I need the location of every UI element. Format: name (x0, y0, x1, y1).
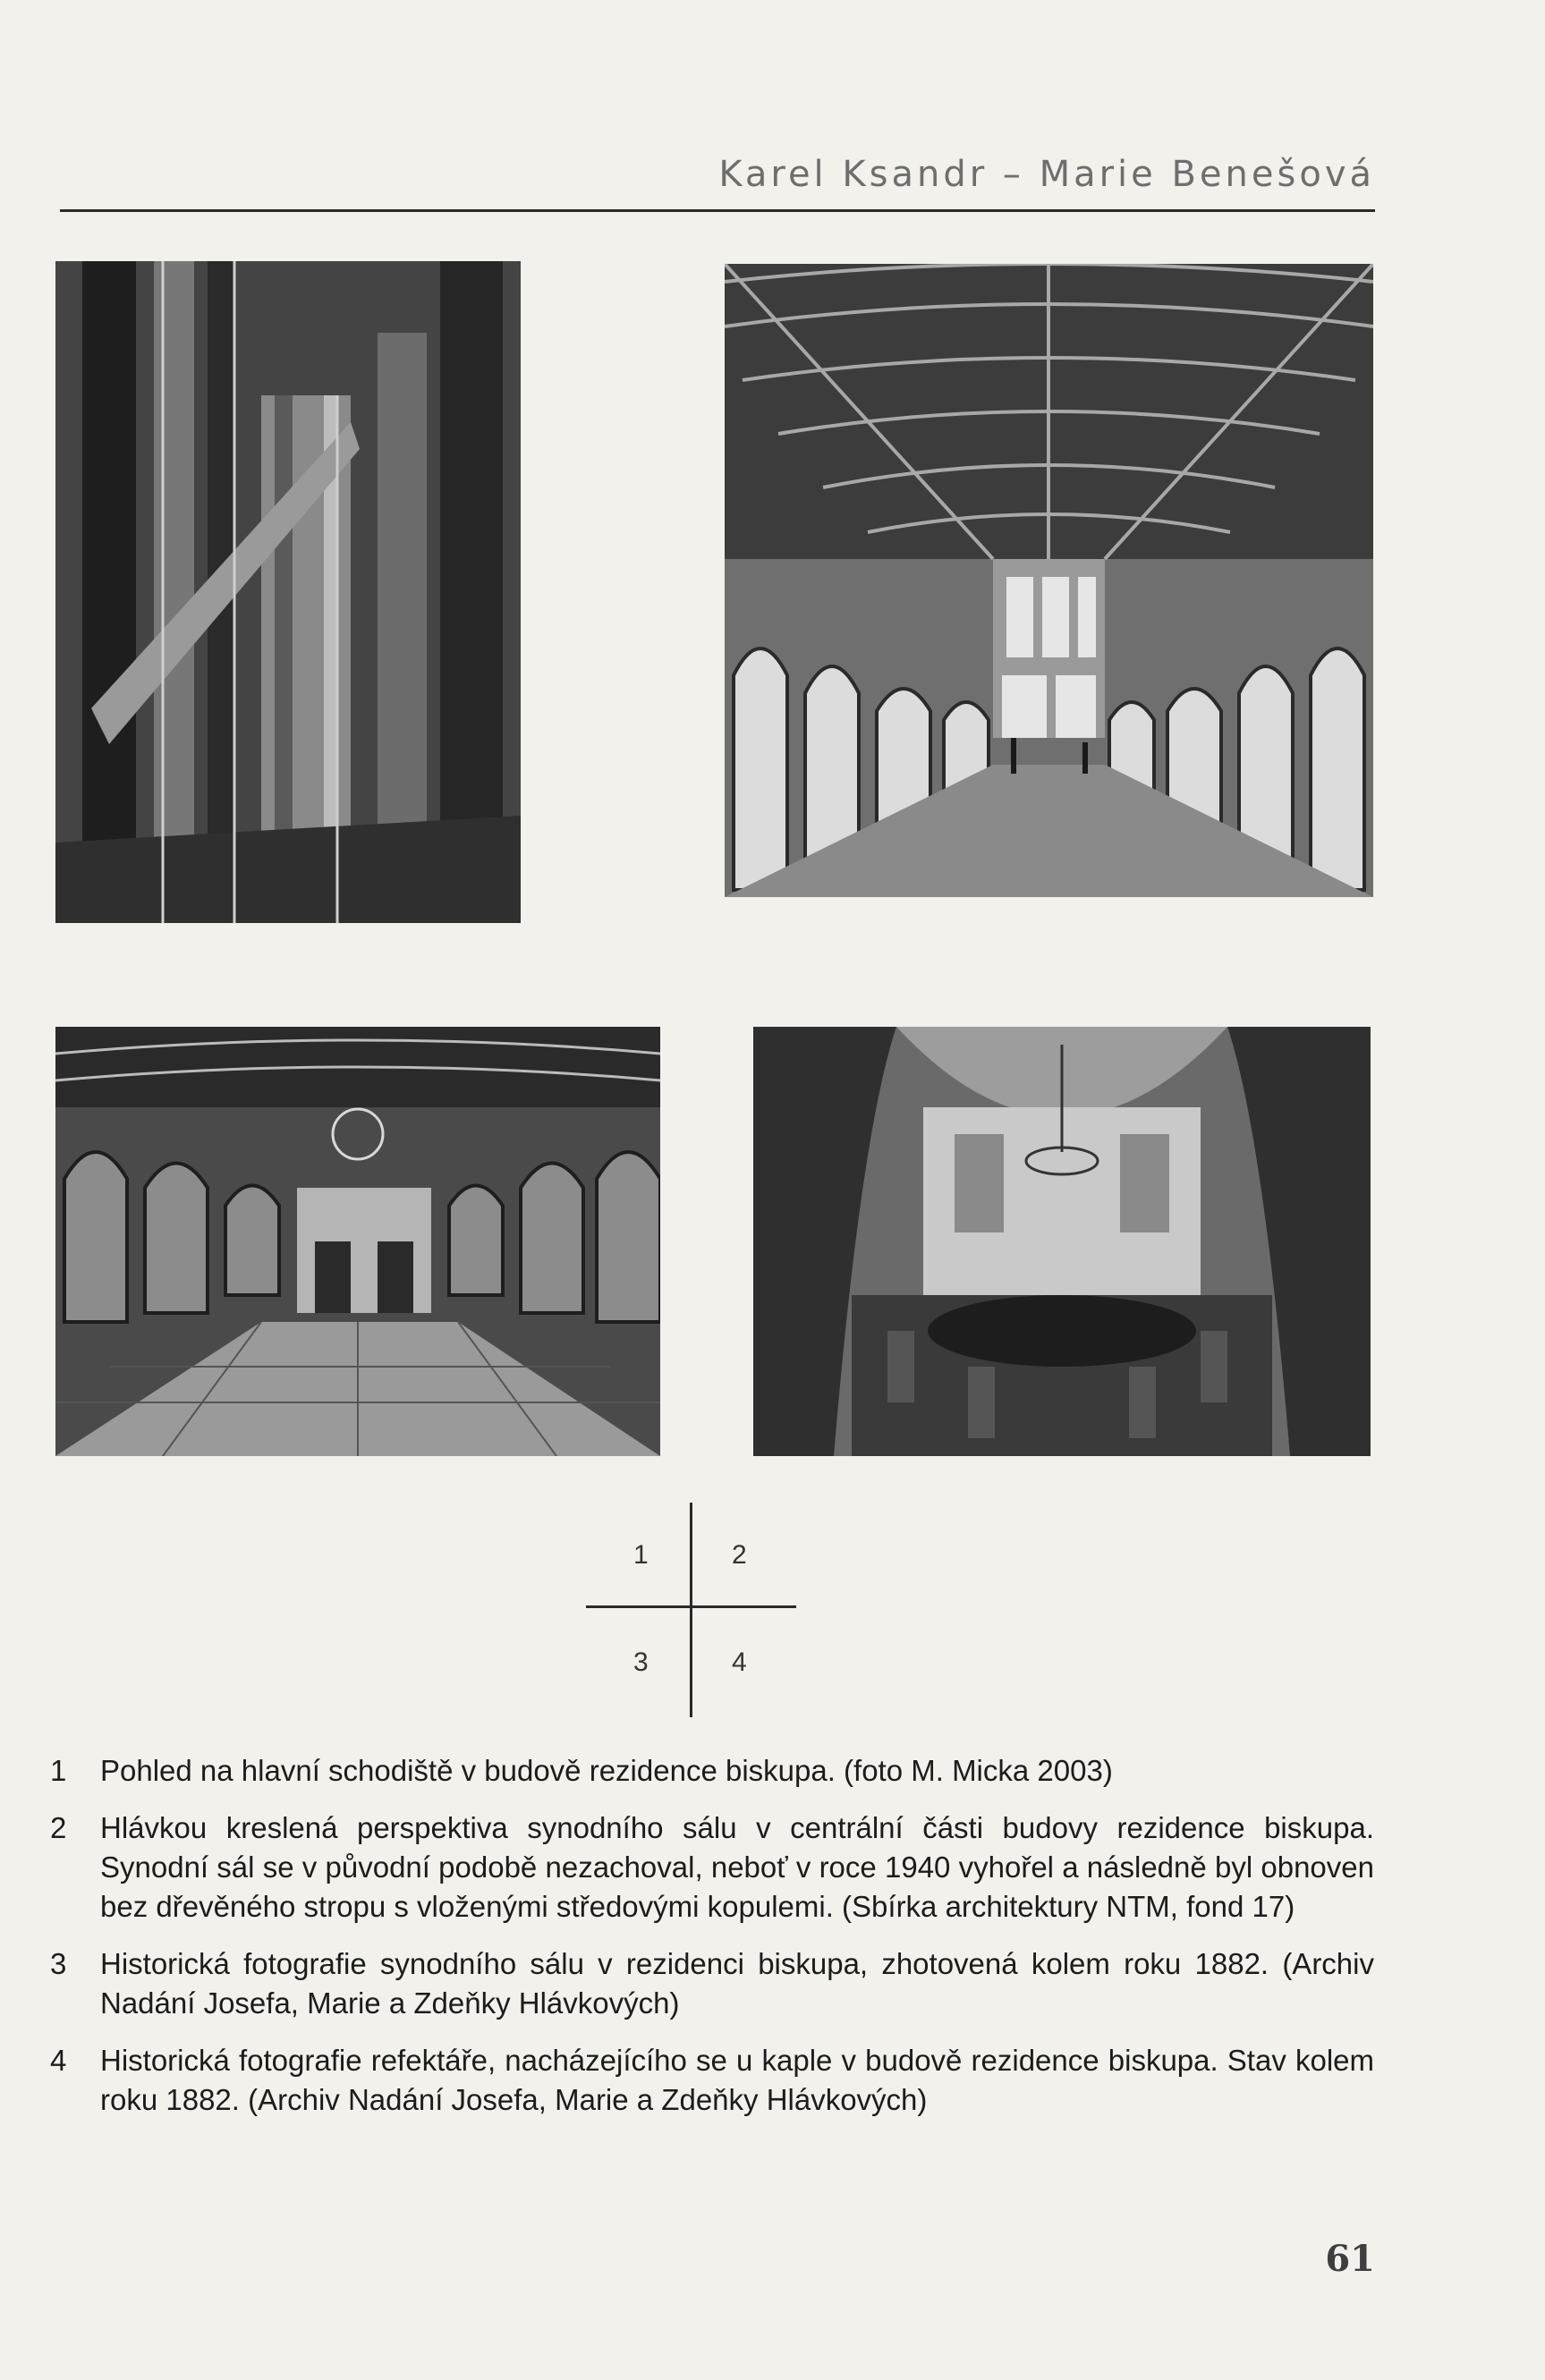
figure-2-synod-hall-drawing (725, 264, 1373, 897)
caption-4 (50, 2041, 1374, 2120)
caption-1 (50, 1751, 1374, 1791)
caption-3 (50, 1944, 1374, 2023)
running-head: Karel Ksandr – Marie Benešová (718, 154, 1375, 195)
caption-2 (50, 1808, 1374, 1927)
figure-key-number-1: 1 (633, 1540, 649, 1570)
figure-key-number-4: 4 (732, 1647, 747, 1677)
figure-key-number-2: 2 (732, 1540, 747, 1570)
figure-key-vertical-line (690, 1503, 692, 1717)
figure-3-synod-hall-photo (55, 1027, 660, 1456)
figure-captions (50, 1751, 1374, 2138)
caption-text: Historická fotografie synodního sálu v rezidenci biskupa, zhotovená kolem roku 1882. (Archiv Nadání Josefa, Marie a Zdeňky Hlávkových) (100, 1947, 1374, 2020)
page-number: 61 (1325, 2238, 1375, 2280)
caption-number: 1 (50, 1754, 67, 1787)
caption-number: 4 (50, 2044, 67, 2077)
figure-1-staircase-photo (55, 261, 521, 923)
caption-text: Historická fotografie refektáře, nacházejícího se u kaple v budově rezidence biskupa. Stav kolem roku 1882. (Archiv Nadání Josefa, Marie a Zdeňky Hlávkových) (100, 2044, 1374, 2116)
header-rule (60, 209, 1375, 212)
figure-key-horizontal-line (586, 1605, 796, 1608)
caption-text: Pohled na hlavní schodiště v budově rezidence biskupa. (foto M. Micka 2003) (100, 1754, 1113, 1787)
caption-number: 3 (50, 1947, 67, 1980)
figure-4-refectory-photo (753, 1027, 1371, 1456)
caption-number: 2 (50, 1811, 67, 1844)
figure-key-number-3: 3 (633, 1647, 649, 1677)
caption-text: Hlávkou kreslená perspektiva synodního sálu v centrální části budovy rezidence biskupa. Synodní sál se v původní podobě nezachoval, neboť v roce 1940 vyhořel a následně byl obnoven bez dřevěného stropu s vloženými středovými kopulemi. (Sbírka architektury NTM, fond 17) (100, 1811, 1374, 1923)
